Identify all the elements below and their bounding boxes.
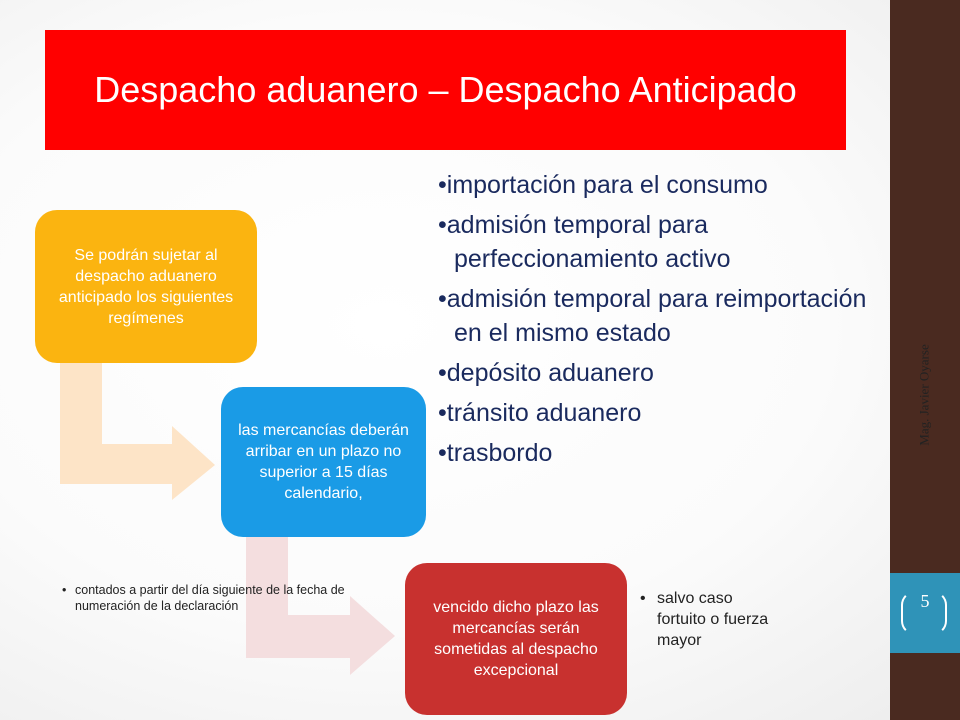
- note-right: [640, 588, 780, 651]
- regime-item: • admisión temporal para perfeccionamiento activo: [438, 208, 890, 276]
- note-left-text: contados a partir del día siguiente de la fecha de numeración de la declaración: [75, 583, 345, 613]
- process-step-2-text: las mercancías deberán arribar en un plazo no superior a 15 días calendario,: [238, 422, 409, 502]
- note-right-text: salvo caso fortuito o fuerza mayor: [657, 590, 769, 649]
- regime-item: • trasbordo: [438, 436, 890, 470]
- author-text: Mag. Javier Oyarse: [917, 344, 932, 446]
- process-step-2: [221, 387, 426, 537]
- regimes-list: [438, 168, 890, 476]
- slide-title: Despacho aduanero – Despacho Anticipado: [94, 69, 797, 110]
- process-step-1: [35, 210, 257, 363]
- regime-item: • depósito aduanero: [438, 356, 890, 390]
- regime-item: • importación para el consumo: [438, 168, 890, 202]
- author-label: [905, 330, 945, 460]
- bullet-dot-icon: •: [62, 583, 67, 597]
- note-left: [62, 582, 352, 614]
- process-step-3: [405, 563, 627, 715]
- process-step-3-text: vencido dicho plazo las mercancías serán sometidas al despacho excepcional: [433, 599, 599, 679]
- page-number-box: [890, 573, 960, 653]
- page-number: 5: [920, 591, 930, 611]
- process-step-1-text: Se podrán sujetar al despacho aduanero anticipado los siguientes regímenes: [58, 246, 234, 327]
- connector-arrow-1: [60, 363, 215, 500]
- title-banner: [45, 30, 846, 150]
- regime-item: • tránsito aduanero: [438, 396, 890, 430]
- bullet-dot-icon: •: [640, 590, 646, 607]
- regime-item: • admisión temporal para reimportación en el mismo estado: [438, 282, 890, 350]
